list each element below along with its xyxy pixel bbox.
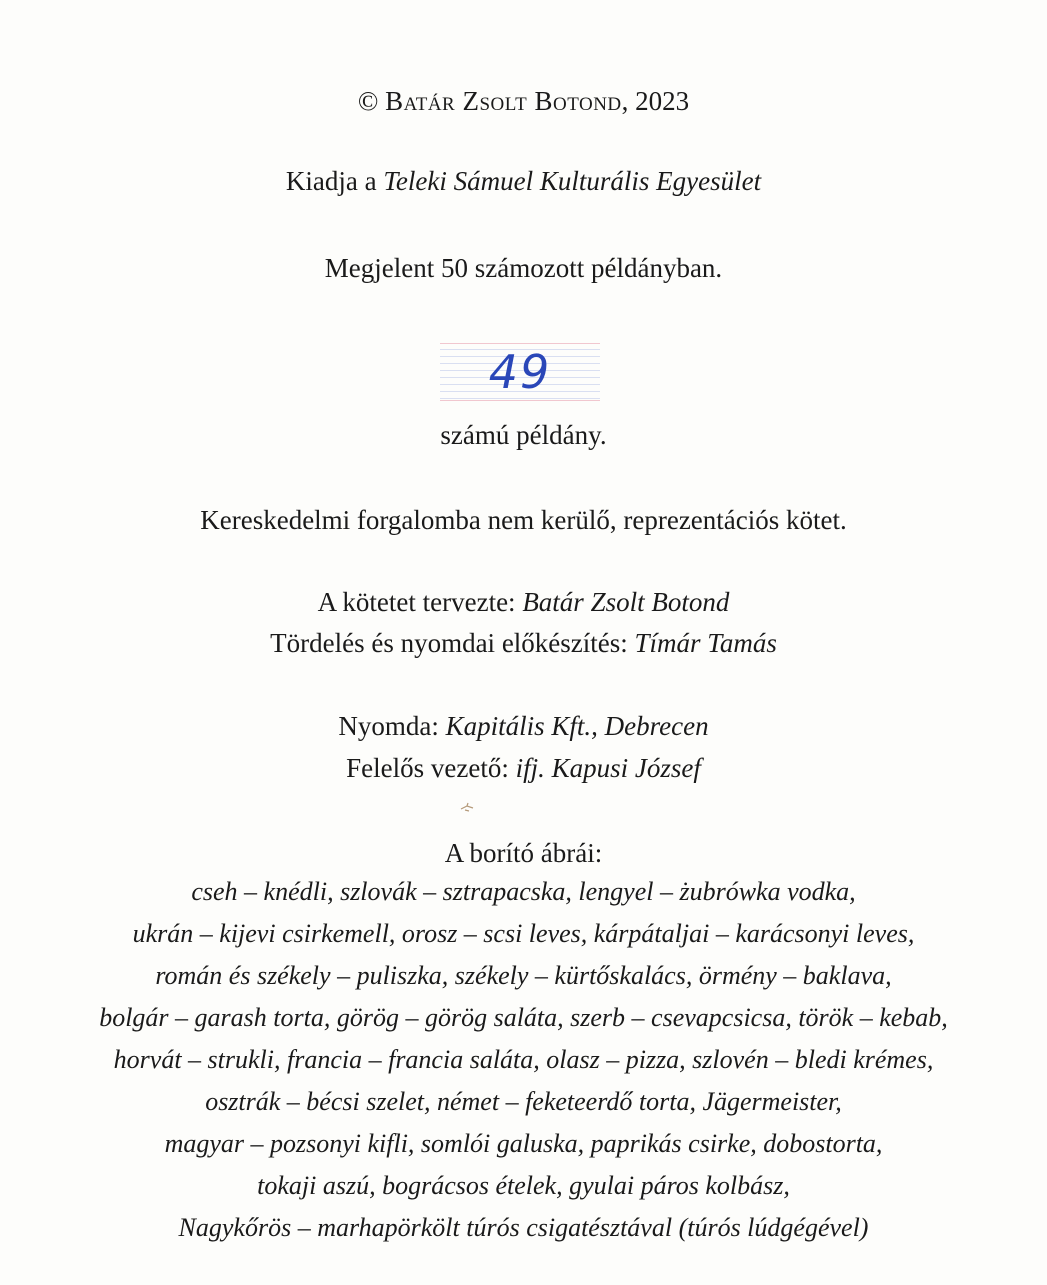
number-box-bottom-rule <box>440 400 600 401</box>
cover-line: tokaji aszú, bográcsos ételek, gyulai páros kolbász, <box>257 1171 790 1200</box>
press-name: Kapitális Kft., Debrecen <box>445 711 709 741</box>
manager-name: ifj. Kapusi József <box>515 753 701 783</box>
layout-label: Tördelés és nyomdai előkészítés: <box>270 628 635 658</box>
layout-name: Tímár Tamás <box>634 628 777 658</box>
not-for-sale-note: Kereskedelmi forgalomba nem kerülő, reprezentációs kötet. <box>200 505 847 535</box>
handwritten-copy-number: 49 <box>488 345 552 399</box>
copyright-holder: Batár Zsolt Botond <box>385 86 622 116</box>
press-label: Nyomda: <box>338 711 446 741</box>
copyright-year: , 2023 <box>621 86 690 116</box>
cover-line: ukrán – kijevi csirkemell, orosz – scsi leves, kárpátaljai – karácsonyi leves, <box>132 919 915 948</box>
manager-line <box>0 751 1047 785</box>
manager-label: Felelős vezető: <box>346 753 516 783</box>
designer-name: Batár Zsolt Botond <box>522 587 730 617</box>
cover-heading: A borító ábrái: <box>444 838 603 868</box>
publisher-prefix: Kiadja a <box>285 166 384 196</box>
cover-line: cseh – knédli, szlovák – sztrapacska, lengyel – żubrówka vodka, <box>191 877 856 906</box>
cover-line: román és székely – puliszka, székely – kürtőskalács, örmény – baklava, <box>155 961 892 990</box>
number-box-top-rule <box>440 343 600 344</box>
designer-line <box>0 585 1047 619</box>
designer-label: A kötetet tervezte: <box>317 587 523 617</box>
press-line <box>0 709 1047 743</box>
cover-line: bolgár – garash torta, görög – görög saláta, szerb – csevapcsicsa, török – kebab, <box>99 1003 948 1032</box>
cover-line: horvát – strukli, francia – francia saláta, olasz – pizza, szlovén – bledi krémes, <box>113 1045 934 1074</box>
publisher-name: Teleki Sámuel Kulturális Egyesület <box>383 166 762 196</box>
cover-line: osztrák – bécsi szelet, német – feketeerdő torta, Jägermeister, <box>205 1087 842 1116</box>
small-ornament-mark <box>459 801 475 813</box>
cover-line: magyar – pozsonyi kifli, somlói galuska, paprikás csirke, dobostorta, <box>164 1129 883 1158</box>
copy-number-label: számú példány. <box>440 420 607 450</box>
publisher-line <box>0 164 1047 198</box>
layout-line <box>0 626 1047 660</box>
copyright-symbol: © <box>357 86 379 116</box>
copyright-line <box>0 84 1047 118</box>
cover-line: Nagykőrös – marhapörkölt túrós csigatésztával (túrós lúdgégével) <box>178 1213 869 1242</box>
copy-number-box <box>440 343 600 401</box>
edition-note: Megjelent 50 számozott példányban. <box>324 253 723 283</box>
